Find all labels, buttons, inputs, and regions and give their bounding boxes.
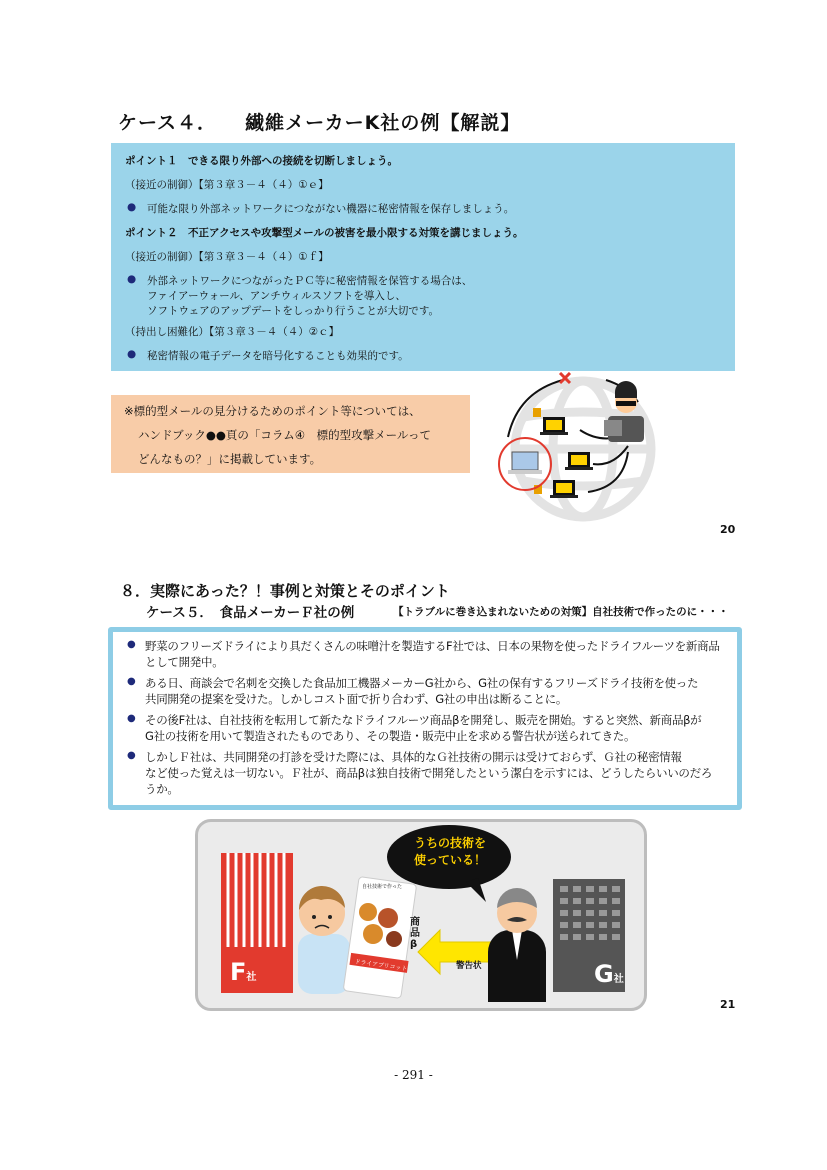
scenario-bullet4-line3: うか。 xyxy=(145,782,179,796)
mustached-man-icon xyxy=(488,888,546,1002)
point2-reference: （接近の制御）【第３章３－４（４）①ｆ】 xyxy=(125,251,329,263)
scenario-bullet2-line2: 共同開発の提案を受けた。しかしコスト面で折り合わず、G社の申出は断ることに。 xyxy=(145,692,568,706)
point3-reference: （持出し困難化）【第３章３－４（４）②ｃ】 xyxy=(125,326,340,338)
note-line3: どんなもの？」に掲載しています。 xyxy=(138,452,322,466)
bubble-line1: うちの技術を xyxy=(413,836,486,850)
note-line2: ハンドブック●●頁の「コラム④ 標的型攻撃メールって xyxy=(138,428,432,442)
point1-reference: （接近の制御）【第３章３－４（４）①ｅ】 xyxy=(125,179,329,191)
handbook-note xyxy=(111,395,470,473)
g-company-label xyxy=(594,960,624,988)
point2-title: ポイント２ 不正アクセスや攻撃型メールの被害を最小限する対策を講じましょう。 xyxy=(125,227,524,239)
case5-scenario-box xyxy=(108,627,742,810)
f-letter: F xyxy=(230,958,247,986)
scenario-bullet3-line1: その後F社は、自社技術を転用して新たなドライフルーツ商品βを開発し、販売を開始。すると突然、新商品βが xyxy=(145,713,702,727)
point2-bullet-line1: 外部ネットワークにつながったＰＣ等に秘密情報を保管する場合は、 xyxy=(147,275,473,287)
warning-letter-label: 警告状 xyxy=(456,961,482,971)
product-top-text: 自社技術で作った xyxy=(361,884,402,890)
network-attack-illustration xyxy=(488,372,668,522)
bullet-icon: ● xyxy=(127,201,137,213)
worried-person-icon xyxy=(298,886,350,994)
g-suffix: 社 xyxy=(613,974,624,985)
page-number-21: 21 xyxy=(720,998,736,1011)
point2-bullet-line3: ソフトウェアのアップデートをしっかり行うことが大切です。 xyxy=(147,305,440,317)
bullet-icon: ● xyxy=(127,713,136,724)
point1-bullet: 可能な限り外部ネットワークにつながない機器に秘密情報を保存しましょう。 xyxy=(147,203,515,215)
point2-bullet-line2: ファイアーウォール、アンチウィルスソフトを導入し、 xyxy=(147,290,406,302)
point3-bullet: 秘密情報の電子データを暗号化することも効果的です。 xyxy=(147,350,409,362)
f-suffix: 社 xyxy=(246,972,257,983)
bullet-icon: ● xyxy=(127,273,137,285)
case5-subheading: 【トラブルに巻き込まれないための対策】自社技術で作ったのに・・・ xyxy=(393,606,729,618)
f-company-label xyxy=(230,958,256,986)
page-number-20: 20 xyxy=(720,523,736,536)
product-beta-package xyxy=(343,877,416,999)
bubble-line2: 使っている！ xyxy=(413,853,486,867)
g-letter: G xyxy=(594,960,614,988)
scenario-bullet2-line1: ある日、商談会で名刺を交換した食品加工機器メーカーG社から、G社の保有するフリーズドライ技術を使った xyxy=(145,676,699,690)
bullet-icon: ● xyxy=(127,750,136,761)
point1-title: ポイント１ できる限り外部への接続を切断しましょう。 xyxy=(125,155,398,167)
case4-heading-number: ケース４． xyxy=(118,112,218,134)
dispute-illustration xyxy=(195,819,647,1011)
bullet-icon: ● xyxy=(127,348,137,360)
case4-points-box xyxy=(111,143,735,371)
case4-heading-title: 繊維メーカーK社の例【解説】 xyxy=(245,112,521,134)
scenario-bullet4-line1: しかしＦ社は、共同開発の打診を受けた際には、具体的なＧ社技術の開示は受けておらず、Ｇ社の秘密情報 xyxy=(145,750,682,764)
product-beta-label: 商品β xyxy=(410,917,420,950)
scenario-bullet1-line1: 野菜のフリーズドライにより具だくさんの味噌汁を製造するF社では、日本の果物を使ったドライフルーツを新商品 xyxy=(145,639,720,653)
locked-computer-icon xyxy=(565,452,593,470)
section8-heading: ８．実際にあった？！事例と対策とそのポイント xyxy=(120,582,450,600)
note-line1: ※標的型メールの見分けるためのポイント等については、 xyxy=(124,404,421,418)
case4-heading xyxy=(118,108,520,135)
bullet-icon: ● xyxy=(127,676,136,687)
scenario-bullet3-line2: G社の技術を用いて製造されたものであり、その製造・販売中止を求める警告状が送られてきた。 xyxy=(145,729,636,743)
scenario-bullet1-line2: として開発中。 xyxy=(145,655,224,669)
case5-heading: ケース５． 食品メーカーＦ社の例 xyxy=(146,605,355,621)
speech-bubble-text xyxy=(407,835,493,869)
bullet-icon: ● xyxy=(127,639,136,650)
page-footer: - 291 - xyxy=(394,1068,433,1082)
scenario-bullet4-line2: など使った覚えは一切ない。Ｆ社が、商品βは独自技術で開発したという潔白を示すには、どうしたらいいのだろ xyxy=(145,766,713,780)
product-label: ドライアプリコット xyxy=(354,958,408,973)
